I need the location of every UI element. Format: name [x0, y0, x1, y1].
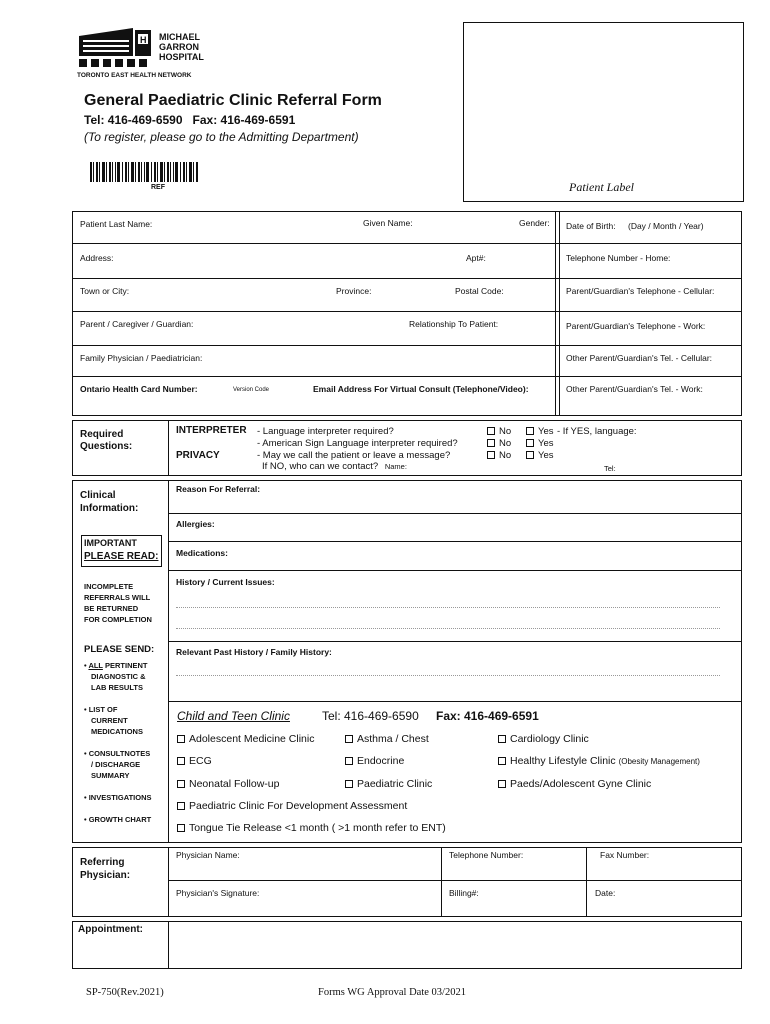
physician-signature-label[interactable]: Physician's Signature:	[176, 888, 260, 898]
checkbox-icon[interactable]	[526, 451, 534, 459]
form-number: SP-750(Rev.2021)	[86, 987, 164, 998]
approval-date: Forms WG Approval Date 03/2021	[318, 987, 466, 998]
svg-text:H: H	[140, 35, 147, 45]
given-name-label[interactable]: Given Name:	[363, 218, 413, 228]
physician-telephone-label[interactable]: Telephone Number:	[449, 850, 524, 860]
no-option-2[interactable]: No	[487, 438, 511, 449]
form-title: General Paediatric Clinic Referral Form	[84, 92, 382, 109]
checkbox-icon[interactable]	[487, 439, 495, 447]
other-cell-label[interactable]: Other Parent/Guardian's Tel. - Cellular:	[566, 353, 713, 363]
clinic-title: Child and Teen Clinic	[177, 709, 290, 723]
clinic-fax: Fax: 416-469-6591	[436, 709, 539, 723]
question-interpreter: - Language interpreter required?	[257, 426, 394, 437]
contact-name-label[interactable]: Name:	[384, 462, 407, 471]
question-asl: - American Sign Language interpreter required?	[257, 438, 458, 449]
tel-work-label[interactable]: Parent/Guardian's Telephone - Work:	[566, 321, 706, 331]
clinic-option-endocrine[interactable]: Endocrine	[345, 755, 404, 767]
dob-format: (Day / Month / Year)	[627, 221, 704, 231]
yes-option-1[interactable]: Yes	[526, 426, 554, 437]
dob-text: Date of Birth:	[566, 221, 616, 231]
please-read-label: PLEASE READ:	[84, 551, 159, 562]
date-label[interactable]: Date:	[595, 888, 616, 898]
if-yes-language[interactable]: - If YES, language:	[557, 426, 637, 437]
contact-tel-label[interactable]: Tel:	[604, 464, 616, 473]
clinic-option-gyne[interactable]: Paeds/Adolescent Gyne Clinic	[498, 778, 651, 790]
barcode-icon	[90, 162, 198, 184]
send-list	[84, 660, 166, 825]
hospital-name: MICHAEL GARRON HOSPITAL	[159, 32, 204, 62]
checkbox-icon[interactable]	[177, 780, 185, 788]
checkbox-icon[interactable]	[498, 735, 506, 743]
privacy-label: PRIVACY	[176, 450, 220, 461]
appointment-box	[72, 921, 742, 969]
dob-label[interactable]	[566, 221, 704, 231]
checkbox-icon[interactable]	[177, 735, 185, 743]
checkbox-icon[interactable]	[487, 427, 495, 435]
clinic-option-neonatal[interactable]: Neonatal Follow-up	[177, 778, 279, 790]
town-label[interactable]: Town or City:	[80, 286, 130, 296]
address-label[interactable]: Address:	[80, 253, 114, 263]
checkbox-icon[interactable]	[177, 757, 185, 765]
province-label[interactable]: Province:	[336, 286, 372, 296]
hospital-network: TORONTO EAST HEALTH NETWORK	[77, 72, 192, 79]
clinical-heading: Clinical Information:	[80, 490, 139, 514]
contact-text: If NO, who can we contact?	[262, 461, 379, 472]
no-option-3[interactable]: No	[487, 450, 511, 461]
other-work-label[interactable]: Other Parent/Guardian's Tel. - Work:	[566, 384, 703, 394]
clinic-option-ecg[interactable]: ECG	[177, 755, 212, 767]
billing-label[interactable]: Billing#:	[449, 888, 479, 898]
form-phone-fax: Tel: 416-469-6590 Fax: 416-469-6591	[84, 113, 296, 127]
question-message: - May we call the patient or leave a message?	[257, 450, 451, 461]
send-item: • LIST OF CURRENT MEDICATIONS	[84, 705, 143, 736]
incomplete-notice: INCOMPLETE REFERRALS WILL BE RETURNED FOR COMPLETION	[84, 582, 152, 624]
tel-home-label[interactable]: Telephone Number - Home:	[566, 253, 671, 263]
clinic-option-cardiology[interactable]: Cardiology Clinic	[498, 733, 589, 745]
clinic-tel: Tel: 416-469-6590	[322, 709, 419, 723]
checkbox-icon[interactable]	[498, 780, 506, 788]
checkbox-icon[interactable]	[177, 824, 185, 832]
clinic-option-paediatric[interactable]: Paediatric Clinic	[345, 778, 432, 790]
barcode	[90, 162, 198, 184]
version-code-label[interactable]: Version Code	[233, 387, 270, 393]
barcode-label: REF	[151, 184, 165, 191]
appointment-heading[interactable]: Appointment:	[78, 924, 143, 935]
patient-label-box	[463, 22, 744, 202]
important-label: IMPORTANT	[84, 538, 137, 548]
past-history-label[interactable]: Relevant Past History / Family History:	[176, 647, 332, 657]
checkbox-icon[interactable]	[177, 802, 185, 810]
interpreter-label: INTERPRETER	[176, 425, 247, 436]
physician-name-label[interactable]: Physician Name:	[176, 850, 240, 860]
medications-label[interactable]: Medications:	[176, 548, 228, 558]
checkbox-icon[interactable]	[345, 780, 353, 788]
checkbox-icon[interactable]	[345, 735, 353, 743]
caregiver-label[interactable]: Parent / Caregiver / Guardian:	[80, 319, 194, 329]
required-heading: Required Questions:	[80, 429, 133, 452]
hospital-building-icon	[77, 26, 155, 68]
send-item: • GROWTH CHART	[84, 815, 152, 824]
clinic-option-development[interactable]: Paediatric Clinic For Development Assessment	[177, 800, 407, 812]
referring-heading: Referring Physician:	[80, 857, 131, 881]
register-note: (To register, please go to the Admitting Department)	[84, 130, 359, 144]
family-physician-label[interactable]: Family Physician / Paediatrician:	[80, 353, 203, 363]
please-send-label: PLEASE SEND:	[84, 644, 155, 655]
health-card-label[interactable]: Ontario Health Card Number:	[80, 384, 198, 394]
send-item: • INVESTIGATIONS	[84, 793, 152, 802]
send-item: • ALL PERTINENT DIAGNOSTIC & LAB RESULTS	[84, 661, 148, 692]
patient-label-text: Patient Label	[569, 180, 634, 194]
send-item: • CONSULTNOTES / DISCHARGE SUMMARY	[84, 749, 151, 780]
obesity-note: (Obesity Management)	[618, 757, 700, 766]
yes-option-2[interactable]: Yes	[526, 438, 554, 449]
question-contact	[262, 461, 407, 472]
no-option-1[interactable]: No	[487, 426, 511, 437]
clinic-option-tongue-tie[interactable]: Tongue Tie Release <1 month ( >1 month refer to ENT)	[177, 822, 446, 834]
checkbox-icon[interactable]	[345, 757, 353, 765]
clinic-option-healthy-lifestyle[interactable]: Healthy Lifestyle Clinic (Obesity Management)	[498, 755, 700, 767]
last-name-label[interactable]: Patient Last Name:	[80, 219, 153, 229]
allergies-label[interactable]: Allergies:	[176, 519, 215, 529]
email-label[interactable]: Email Address For Virtual Consult (Telephone/Video):	[313, 384, 529, 394]
postal-label[interactable]: Postal Code:	[455, 286, 504, 296]
clinic-option-adolescent[interactable]: Adolescent Medicine Clinic	[177, 733, 314, 745]
tel-cell-label[interactable]: Parent/Guardian's Telephone - Cellular:	[566, 286, 715, 296]
checkbox-icon[interactable]	[487, 451, 495, 459]
yes-option-3[interactable]: Yes	[526, 450, 554, 461]
gender-label[interactable]: Gender:	[519, 218, 550, 228]
relationship-label[interactable]: Relationship To Patient:	[409, 319, 499, 329]
apt-label[interactable]: Apt#:	[466, 253, 486, 263]
history-label[interactable]: History / Current Issues:	[176, 577, 275, 587]
physician-fax-label[interactable]: Fax Number:	[600, 850, 650, 860]
checkbox-icon[interactable]	[498, 757, 506, 765]
reason-label[interactable]: Reason For Referral:	[176, 484, 261, 494]
checkbox-icon[interactable]	[526, 439, 534, 447]
checkbox-icon[interactable]	[526, 427, 534, 435]
clinic-option-asthma[interactable]: Asthma / Chest	[345, 733, 429, 745]
